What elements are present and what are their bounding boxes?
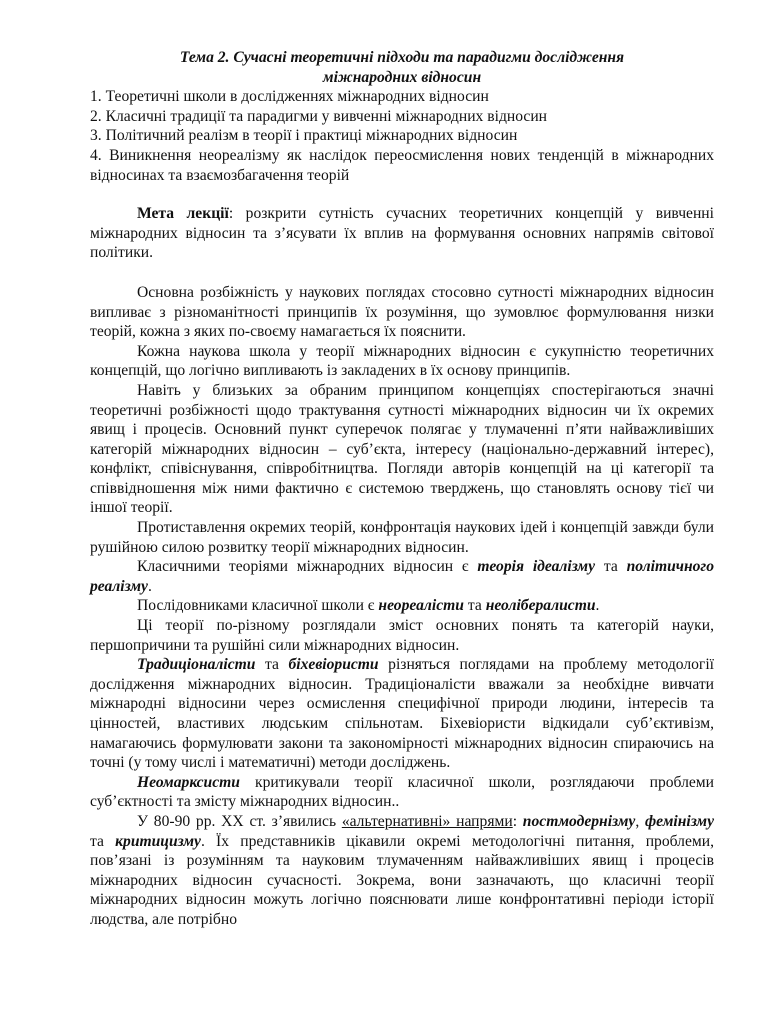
- outline-item-3: 3. Політичний реалізм в теорії і практиці міжнародних відносин: [90, 127, 518, 145]
- paragraph-7: Ці теорії по-різному розглядали зміст основних понять та категорій науки, першопричини та рушійні сили міжнародних відносин.: [90, 617, 714, 654]
- term-alternative-directions: «альтернативні» напрями: [341, 812, 513, 830]
- paragraph-1: Основна розбіжність у наукових поглядах стосовно сутності міжнародних відносин випливає з різноманітності принципів їх розуміння, що зумовлює формулювання низки теорій, кожна з яких по-своєму намагається їх пояснити.: [90, 283, 714, 341]
- document-title: [90, 48, 714, 87]
- outline-item-4: 4. Виникнення неореалізму як наслідок переосмислення нових тенденцій в міжнародних відносинах та взаємозбагачення теорій: [90, 146, 714, 184]
- document-page: [90, 48, 714, 930]
- paragraph-6: Послідовниками класичної школи є неореалісти та неолібералисти.: [137, 597, 600, 615]
- title-line-1: Тема 2. Сучасні теоретичні підходи та парадигми дослідження: [179, 49, 625, 66]
- term-feminism: фемінізму: [645, 812, 714, 830]
- outline-list: [90, 87, 714, 185]
- title-line-2: міжнародних відносин: [322, 68, 482, 86]
- term-criticism: критицизму: [115, 832, 201, 850]
- paragraph-2: Кожна наукова школа у теорії міжнародних відносин є сукупністю теоретичних концепцій, що логічно випливають із закладених в їх основу принципів.: [90, 342, 714, 380]
- term-political-realism: політичного реалізму: [90, 558, 714, 595]
- term-behaviorists: біхевіористи: [288, 656, 379, 674]
- paragraph-8: Традиціоналісти та біхевіористи різняться поглядами на проблему методології дослідження міжнародних відносин. Традиціоналісти вважали за необхідне вивчати міжнародні відносини через осмислення специфічної природи людини, інтересів та цінностей, властивих людським спільнотам. Біхевіористи відкидали суб’єктивізм, намагаючись формулювати закони та закономірності міжнародних відносин спираючись на точні (у тому числі і математичні) методи досліджень.: [90, 656, 714, 772]
- paragraph-4: Протиставлення окремих теорій, конфронтація наукових ідей і концепцій завжди були рушійною силою розвитку теорії міжнародних відносин.: [90, 519, 714, 556]
- lecture-goal-label: Мета лекції: [137, 205, 229, 223]
- paragraph-9: Неомарксисти критикували теорії класичної школи, розглядаючи проблеми суб’єктності та змісту міжнародних відносин..: [90, 773, 714, 811]
- term-postmodernism: постмодернізму: [522, 812, 636, 830]
- term-neomarxists: Неомарксисти: [137, 773, 240, 791]
- term-neoliberals: неолібералисти: [485, 597, 596, 615]
- paragraph-5: Класичними теоріями міжнародних відносин є теорія ідеалізму та політичного реалізму.: [90, 558, 714, 595]
- outline-item-1: 1. Теоретичні школи в дослідженнях міжнародних відносин: [90, 88, 489, 106]
- outline-item-2: 2. Класичні традиції та парадигми у вивченні міжнародних відносин: [90, 107, 548, 125]
- lecture-goal: [90, 204, 714, 263]
- term-traditionalists: Традиціоналісти: [137, 656, 256, 674]
- paragraph-3: Навіть у близьких за обраним принципом концепціях спостерігаються значні теоретичні розбіжності щодо трактування сутності міжнародних відносин чи їх окремих явищ і процесів. Основний пункт суперечок полягає у тлумаченні п’яти найважливіших категорій міжнародних відносин – суб’єкта, інтересу (національно-державний інтерес), конфлікт, співіснування, співробітництва. Погляди авторів концепцій на ці категорії та співвідношення між ними фактично є системою тверджень, що становлять основу тієї чи іншої теорії.: [90, 381, 714, 517]
- paragraph-10: У 80-90 рр. XX ст. з’явились «альтернативні» напрями: постмодернізму, фемінізму та критицизму. Їх представників цікавили окремі методологічні питання, проблеми, пов’язані із розумінням та науковим тлумаченням найважливіших явищ і процесів міжнародних відносин сучасності. Зокрема, вони зазначають, що класичні теорії міжнародних відносин можуть логічно пояснювати лише конфронтативні періоди історії людства, але потрібно: [90, 812, 714, 928]
- term-idealism: теорія ідеалізму: [477, 558, 596, 576]
- lecture-goal-text: : розкрити сутність сучасних теоретичних концепцій у вивченні міжнародних відносин та з’ясувати їх вплив на формування основних напрямів світової політики.: [90, 205, 714, 262]
- term-neorealists: неореалісти: [378, 597, 464, 615]
